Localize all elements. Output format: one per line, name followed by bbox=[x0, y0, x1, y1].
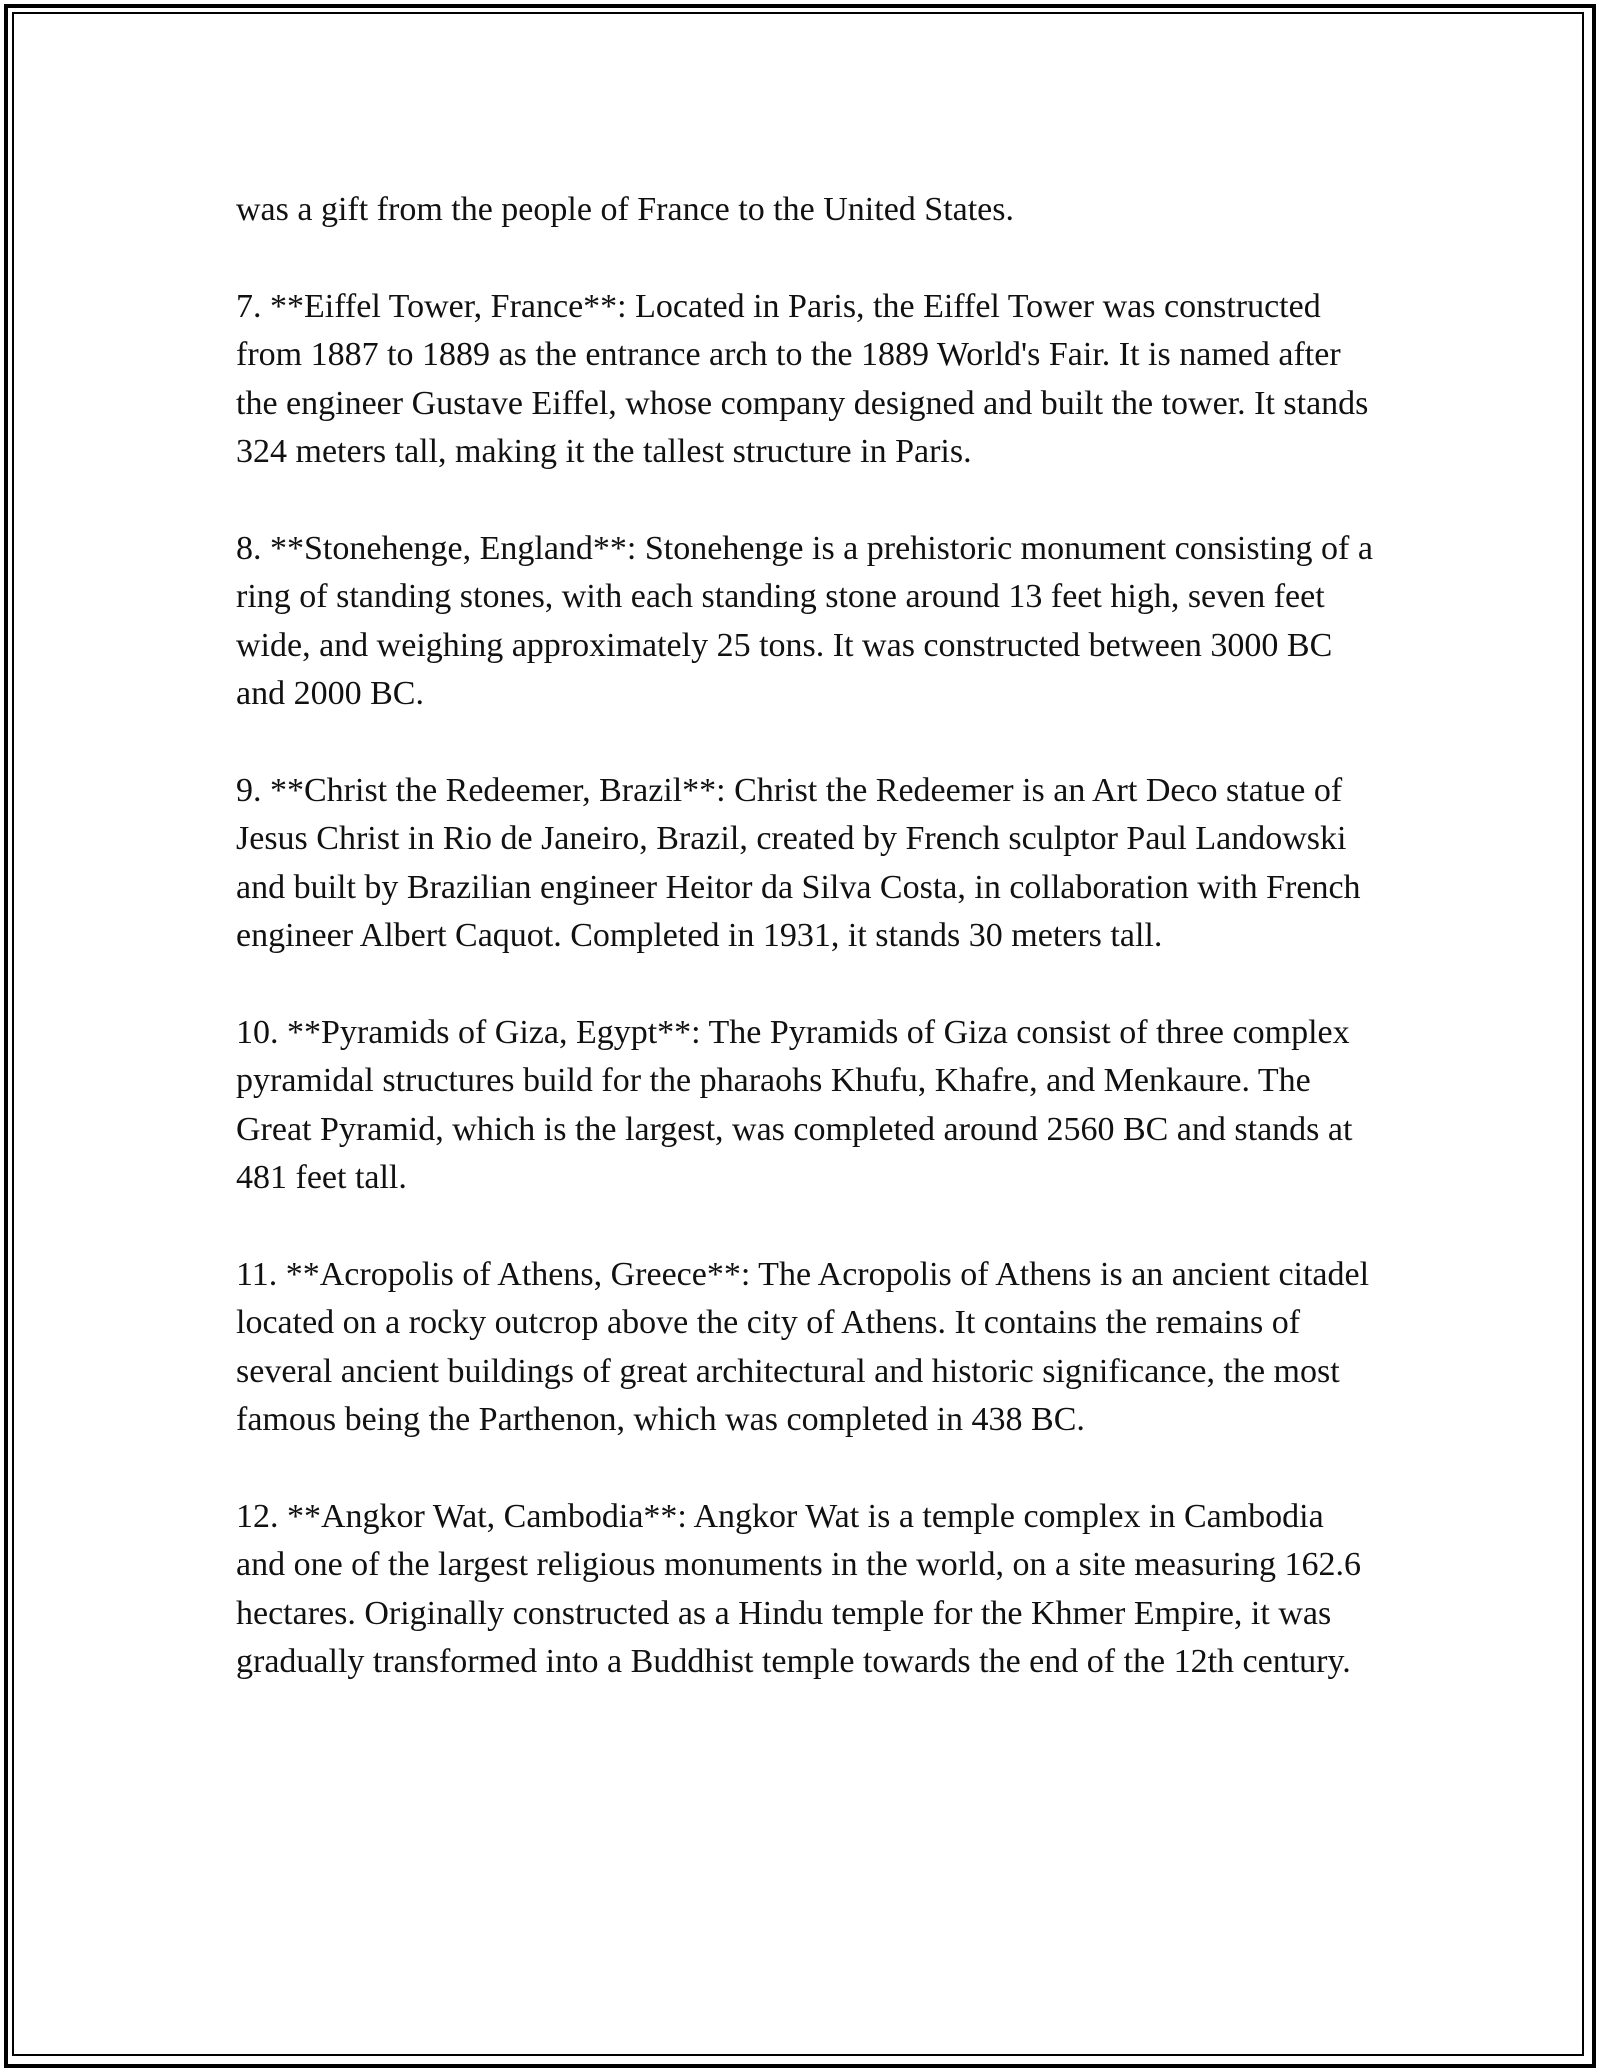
paragraph-christ-the-redeemer: 9. **Christ the Redeemer, Brazil**: Christ the Redeemer is an Art Deco statue of Jesus Christ in Rio de Janeiro, Brazil, created by French sculptor Paul Landowski and built by Brazilian engineer Heitor da Silva Costa, in collaboration with French engineer Albert Caquot. Completed in 1931, it stands 30 meters tall. bbox=[236, 771, 1361, 955]
paragraph-eiffel-tower: 7. **Eiffel Tower, France**: Located in Paris, the Eiffel Tower was constructed from 1887 to 1889 as the entrance arch to the 1889 World's Fair. It is named after the engineer Gustave Eiffel, whose company designed and built the tower. It stands 324 meters tall, making it the tallest structure in Paris. bbox=[236, 287, 1369, 471]
paragraph-stonehenge: 8. **Stonehenge, England**: Stonehenge is a prehistoric monument consisting of a ring of standing stones, with each standing stone around 13 feet high, seven feet wide, and weighing approximately 25 tons. It was constructed between 3000 BC and 2000 BC. bbox=[236, 529, 1373, 713]
paragraph-continuation: was a gift from the people of France to the United States. bbox=[236, 191, 1014, 228]
paragraph-angkor-wat: 12. **Angkor Wat, Cambodia**: Angkor Wat is a temple complex in Cambodia and one of the largest religious monuments in the world, on a site measuring 162.6 hectares. Originally constructed as a Hindu temple for the Khmer Empire, it was gradually transformed into a Buddhist temple towards the end of the 12th century. bbox=[236, 1497, 1361, 1681]
document-body bbox=[236, 186, 1376, 1735]
paragraph-pyramids-of-giza: 10. **Pyramids of Giza, Egypt**: The Pyramids of Giza consist of three complex pyramidal structures build for the pharaohs Khufu, Khafre, and Menkaure. The Great Pyramid, which is the largest, was completed around 2560 BC and stands at 481 feet tall. bbox=[236, 1013, 1353, 1197]
paragraph-acropolis-of-athens: 11. **Acropolis of Athens, Greece**: The Acropolis of Athens is an ancient citadel located on a rocky outcrop above the city of Athens. It contains the remains of several ancient buildings of great architectural and historic significance, the most famous being the Parthenon, which was completed in 438 BC. bbox=[236, 1255, 1370, 1439]
